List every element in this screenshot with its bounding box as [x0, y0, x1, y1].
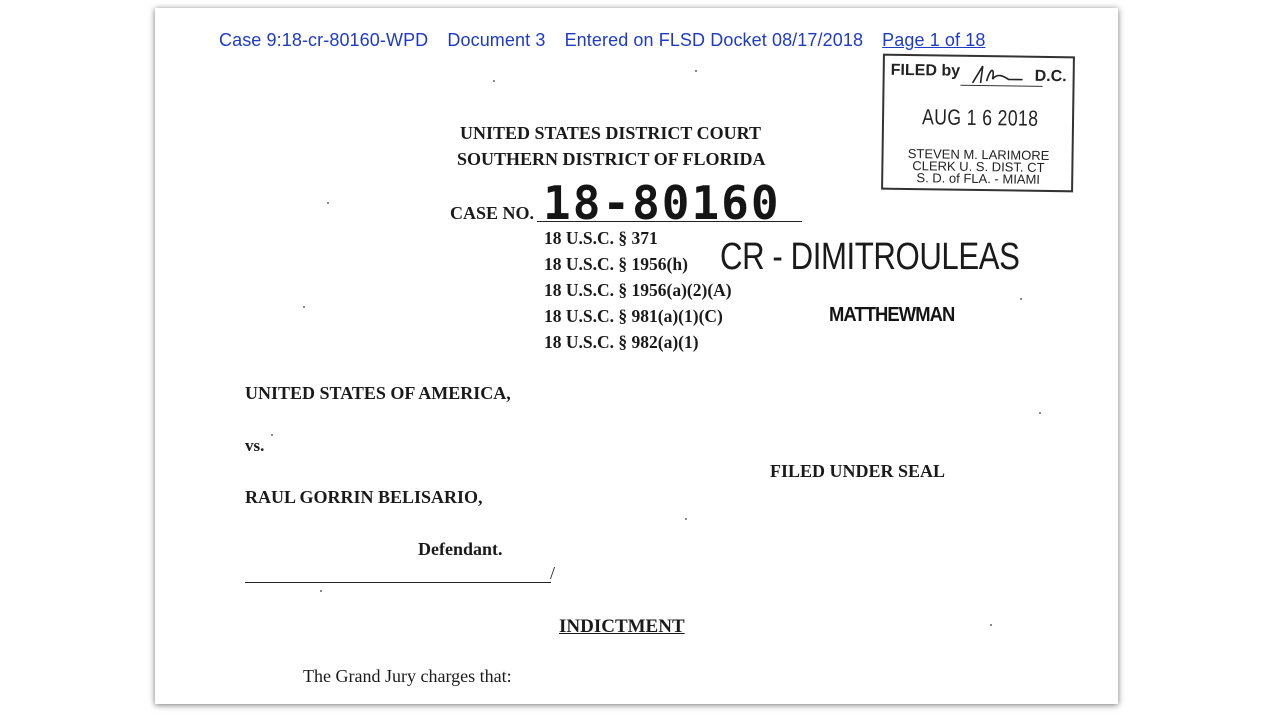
- scan-speck: [320, 590, 322, 592]
- caption-line-end: /: [550, 563, 556, 583]
- scan-speck: [303, 306, 305, 308]
- scan-speck: [685, 518, 687, 520]
- court-district: SOUTHERN DISTRICT OF FLORIDA: [457, 149, 766, 169]
- stamp-filed-by: FILED by: [890, 61, 961, 80]
- court-name: UNITED STATES DISTRICT COURT: [460, 123, 761, 143]
- stamp-clerk-name: STEVEN M. LARIMORE: [907, 146, 1050, 163]
- versus-label: vs.: [245, 436, 265, 455]
- document-title: INDICTMENT: [559, 616, 685, 637]
- statute-item: 18 U.S.C. § 982(a)(1): [544, 332, 699, 352]
- docket-document: Document 3: [447, 30, 546, 50]
- filed-stamp: [881, 54, 1075, 193]
- statute-item: 18 U.S.C. § 981(a)(1)(C): [544, 306, 723, 326]
- opening-sentence: The Grand Jury charges that:: [303, 666, 512, 686]
- statute-item: 18 U.S.C. § 371: [544, 228, 658, 248]
- stamp-clerk-title: CLERK U. S. DIST. CT: [912, 158, 1045, 175]
- defendant-label: Defendant.: [418, 539, 503, 559]
- document-page: [155, 8, 1118, 704]
- caption-line: [245, 582, 551, 583]
- docket-case: Case 9:18-cr-80160-WPD: [219, 30, 429, 50]
- stamp-clerk: [903, 148, 1053, 186]
- docket-page[interactable]: Page 1 of 18: [882, 30, 986, 50]
- scan-speck: [990, 624, 992, 626]
- docket-entered: Entered on FLSD Docket 08/17/2018: [564, 30, 864, 50]
- stamp-date: AUG 1 6 2018: [921, 104, 1039, 131]
- scan-speck: [327, 202, 329, 204]
- filed-under-seal: FILED UNDER SEAL: [770, 461, 946, 481]
- case-number-stamp: 18-80160: [543, 176, 781, 230]
- scan-speck: [1020, 298, 1022, 300]
- stamp-clerk-district: S. D. of FLA. - MIAMI: [916, 170, 1041, 187]
- statute-item: 18 U.S.C. § 1956(a)(2)(A): [544, 280, 732, 300]
- case-number-underline: [537, 221, 802, 222]
- scan-speck: [493, 80, 495, 82]
- stamp-dc: D.C.: [1034, 67, 1067, 86]
- docket-header: [219, 30, 985, 51]
- scan-speck: [271, 434, 273, 436]
- defendant-name: RAUL GORRIN BELISARIO,: [245, 487, 483, 507]
- plaintiff-name: UNITED STATES OF AMERICA,: [245, 383, 511, 403]
- statute-item: 18 U.S.C. § 1956(h): [544, 254, 688, 274]
- scan-speck: [1039, 412, 1041, 414]
- magistrate-judge-stamp: MATTHEWMAN: [829, 304, 955, 326]
- clerk-signature: [969, 63, 1029, 88]
- case-number-label: CASE NO.: [450, 203, 535, 223]
- district-judge-stamp: CR - DIMITROULEAS: [720, 236, 1020, 278]
- scan-speck: [695, 70, 697, 72]
